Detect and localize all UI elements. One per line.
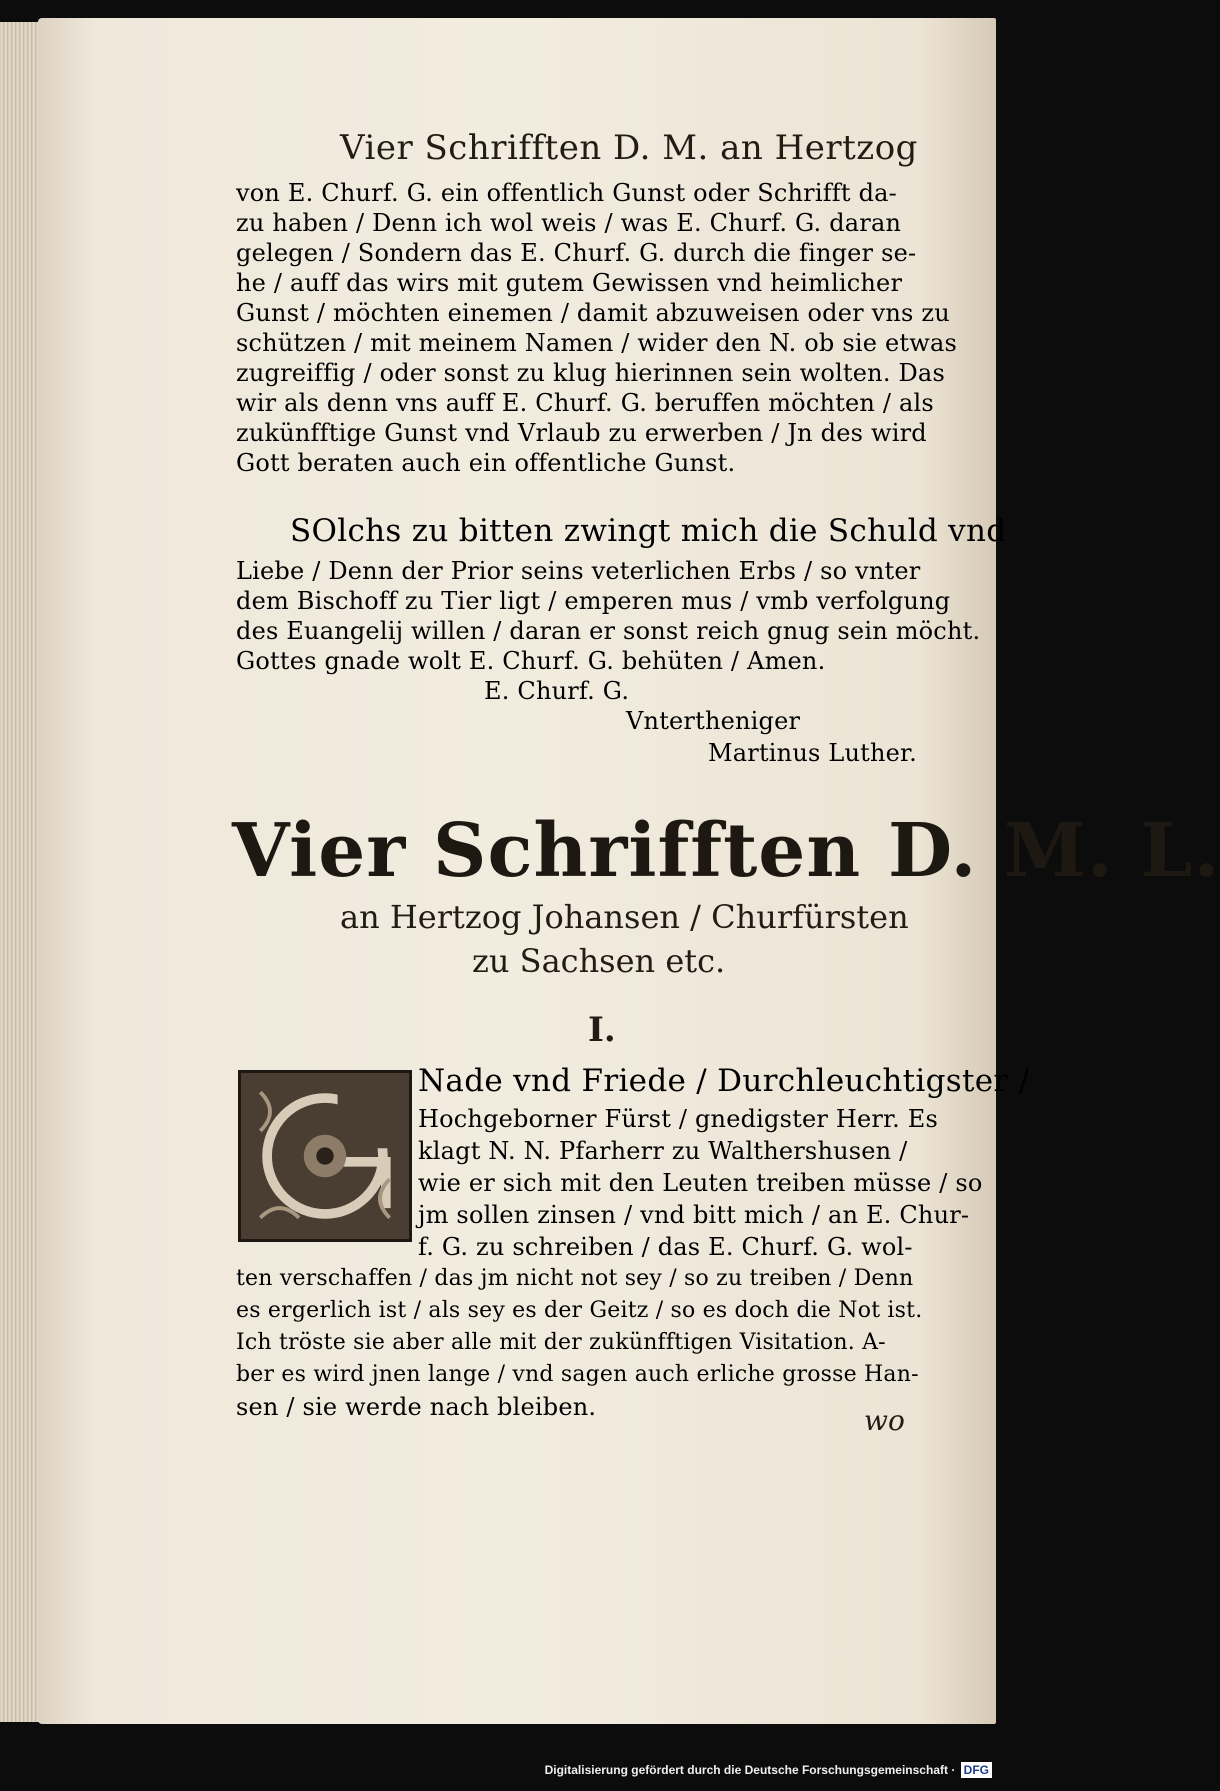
- section-number: I.: [588, 1010, 616, 1050]
- text-line: von E. Churf. G. ein offentlich Gunst oder Schrifft da-: [236, 179, 897, 207]
- text-line: wir als denn vns auff E. Churf. G. beruffen möchten / als: [236, 389, 934, 417]
- text-line: Gottes gnade wolt E. Churf. G. behüten / Amen.: [236, 647, 826, 675]
- text-line: ber es wird jnen lange / vnd sagen auch erliche grosse Han-: [236, 1362, 919, 1387]
- dfg-logo: DFG: [961, 1762, 992, 1778]
- text-line: Hochgeborner Fürst / gnedigster Herr. Es: [418, 1105, 939, 1133]
- text-line: gelegen / Sondern das E. Churf. G. durch die finger se-: [236, 239, 917, 267]
- section-subtitle: zu Sachsen etc.: [472, 942, 726, 980]
- running-header: Vier Schrifften D. M. an Hertzog: [340, 128, 918, 168]
- credit-text: Digitalisierung gefördert durch die Deutsche Forschungsgemeinschaft ·: [544, 1763, 956, 1777]
- paragraph-opening-line: SOlchs zu bitten zwingt mich die Schuld vnd: [290, 513, 1007, 549]
- section-subtitle: an Hertzog Johansen / Churfürsten: [340, 898, 909, 936]
- text-line: Liebe / Denn der Prior seins veterlichen Erbs / so vnter: [236, 557, 921, 585]
- signature: Martinus Luther.: [708, 739, 917, 767]
- decorated-initial-g: [238, 1070, 412, 1242]
- text-line: Gunst / möchten einemen / damit abzuweisen oder vns zu: [236, 299, 950, 327]
- text-line: schützen / mit meinem Namen / wider den N. ob sie etwas: [236, 329, 957, 357]
- text-line: Nade vnd Friede / Durchleuchtigster /: [418, 1063, 1030, 1099]
- text-line: zukünfftige Gunst vnd Vrlaub zu erwerben / Jn des wird: [236, 419, 927, 447]
- text-line: des Euangelij willen / daran er sonst reich gnug sein möcht.: [236, 617, 981, 645]
- text-line: ten verschaffen / das jm nicht not sey / so zu treiben / Denn: [236, 1266, 914, 1291]
- text-line: zu haben / Denn ich wol weis / was E. Churf. G. daran: [236, 209, 902, 237]
- section-title: Vier Schrifften D. M. L.: [232, 808, 1220, 894]
- text-line: dem Bischoff zu Tier ligt / emperen mus / vmb verfolgung: [236, 587, 951, 615]
- text-line: sen / sie werde nach bleiben.: [236, 1393, 597, 1421]
- ornament-icon: [241, 1073, 409, 1239]
- text-line: zugreiffig / oder sonst zu klug hierinnen sein wolten. Das: [236, 359, 945, 387]
- text-line: klagt N. N. Pfarherr zu Walthershusen /: [418, 1137, 908, 1165]
- closing-subject: Vntertheniger: [626, 707, 801, 735]
- catchword: wo: [864, 1404, 905, 1437]
- text-line: es ergerlich ist / als sey es der Geitz / so es doch die Not ist.: [236, 1298, 923, 1323]
- text-line: Gott beraten auch ein offentliche Gunst.: [236, 449, 736, 477]
- digitization-credit: [0, 1762, 992, 1778]
- text-line: wie er sich mit den Leuten treiben müsse / so: [418, 1169, 983, 1197]
- text-line: jm sollen zinsen / vnd bitt mich / an E. Chur-: [418, 1201, 970, 1229]
- text-line: Ich tröste sie aber alle mit der zukünfftigen Visitation. A-: [236, 1330, 886, 1355]
- text-line: he / auff das wirs mit gutem Gewissen vnd heimlicher: [236, 269, 903, 297]
- text-line: f. G. zu schreiben / das E. Churf. G. wol-: [418, 1233, 913, 1261]
- closing-address: E. Churf. G.: [484, 677, 630, 705]
